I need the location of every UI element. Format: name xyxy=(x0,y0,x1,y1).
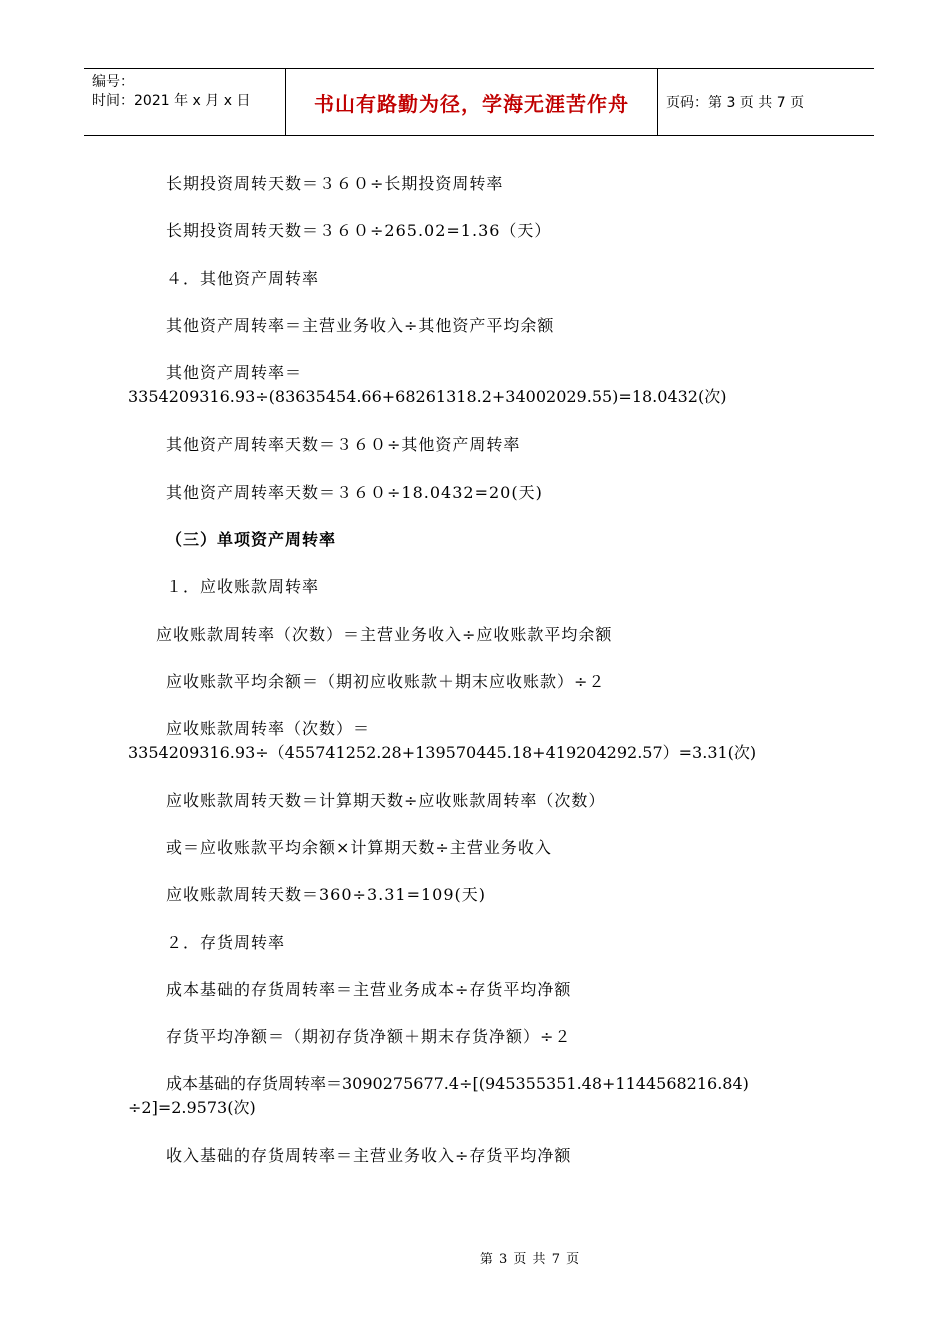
formula-line: 或＝应收账款平均余额×计算期天数÷主营业务收入 xyxy=(166,838,552,857)
formula-line: 存货平均净额＝（期初存货净额＋期末存货净额）÷２ xyxy=(166,1027,572,1046)
formula-line: 应收账款周转率（次数）＝ xyxy=(166,719,371,738)
section-heading: １．应收账款周转率 xyxy=(166,577,320,596)
formula-line: 应收账款周转率（次数）＝主营业务收入÷应收账款平均余额 xyxy=(156,625,613,644)
formula-line: 应收账款周转天数＝360÷3.31=109(天) xyxy=(166,885,487,904)
formula-line: 应收账款平均余额＝（期初应收账款＋期末应收账款）÷２ xyxy=(166,672,606,691)
header-motto: 书山有路勤为径，学海无涯苦作舟 xyxy=(286,69,658,135)
formula-line: 成本基础的存货周转率＝主营业务成本÷存货平均净额 xyxy=(166,980,572,999)
text-line: 长期投资周转天数＝３６０÷265.02=1.36（天） xyxy=(166,221,552,240)
formula-line: 其他资产周转率＝ xyxy=(166,363,303,382)
formula-line: 收入基础的存货周转率＝主营业务收入÷存货平均净额 xyxy=(166,1146,572,1165)
formula-line: 成本基础的存货周转率＝3090275677.4÷[(945355351.48+1144568216.84) xyxy=(166,1074,749,1093)
document-date: 时间：2021 年 x 月 x 日 xyxy=(92,93,251,109)
text-line: 长期投资周转天数＝３６０÷长期投资周转率 xyxy=(166,174,504,193)
header-meta xyxy=(84,69,286,135)
formula-line: ÷2]=2.9573(次) xyxy=(128,1098,256,1117)
formula-line: 应收账款周转天数＝计算期天数÷应收账款周转率（次数） xyxy=(166,791,606,810)
section-heading: ２．存货周转率 xyxy=(166,933,286,952)
footer-page-number: 第 3 页 共 7 页 xyxy=(479,1252,581,1267)
section-heading: ４．其他资产周转率 xyxy=(166,269,320,288)
header-page-number: 页码：第 3 页 共 7 页 xyxy=(666,95,805,111)
formula-line: 其他资产周转率＝主营业务收入÷其他资产平均余额 xyxy=(166,316,555,335)
formula-line: 3354209316.93÷（455741252.28+139570445.18+419204292.57）=3.31(次) xyxy=(128,743,757,762)
section-heading: （三）单项资产周转率 xyxy=(166,530,337,549)
document-number-label: 编号： xyxy=(92,74,134,90)
page-header xyxy=(84,68,874,136)
formula-line: 其他资产周转率天数＝３６０÷18.0432=20(天) xyxy=(166,483,543,502)
formula-line: 其他资产周转率天数＝３６０÷其他资产周转率 xyxy=(166,435,521,454)
formula-line: 3354209316.93÷(83635454.66+68261318.2+34002029.55)=18.0432(次) xyxy=(128,387,727,406)
page-footer xyxy=(0,1248,950,1267)
